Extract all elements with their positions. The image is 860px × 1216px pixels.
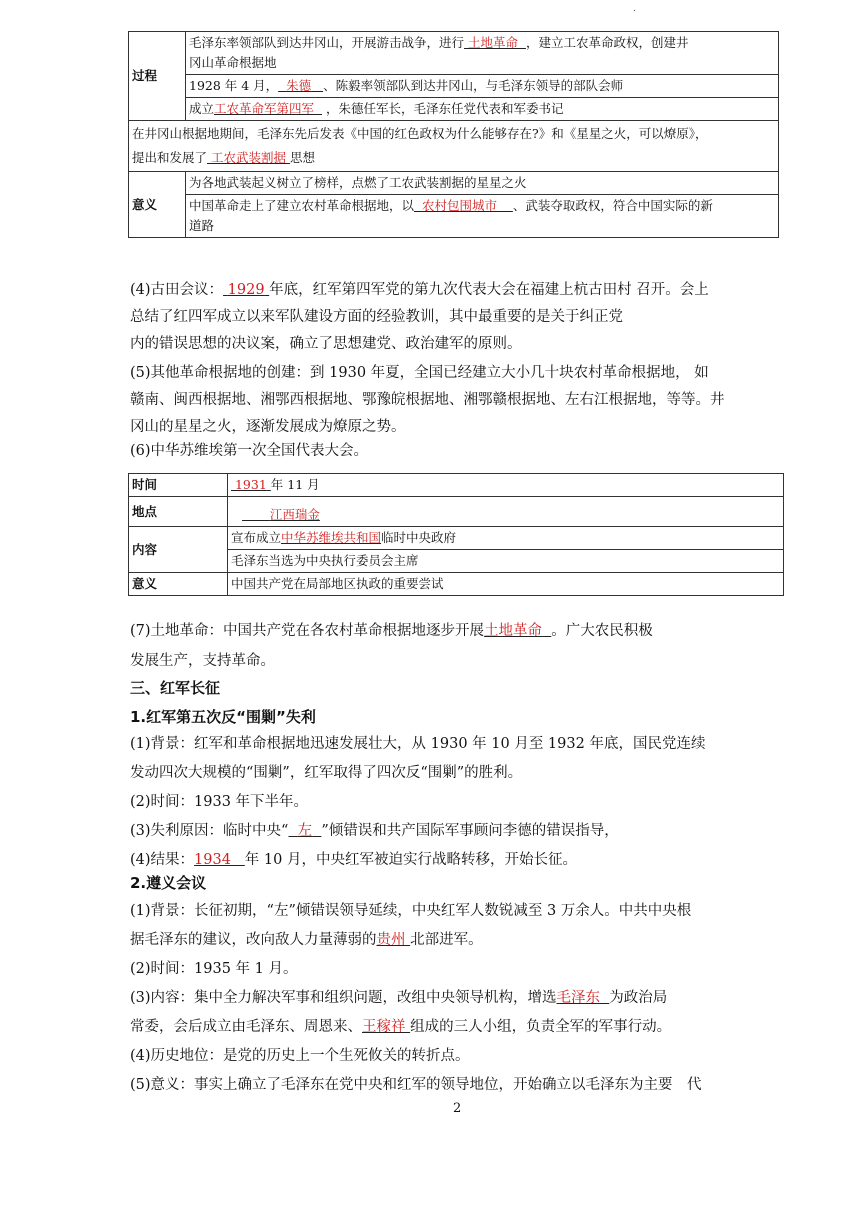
text: (1)背景：红军和革命根据地迅速发展壮大，从 1930 年 10 月至 1932 年底，国民党连续 (130, 736, 706, 752)
text: (2)时间：1935 年 1 月。 (130, 961, 298, 977)
text: (5)意义：事实上确立了毛泽东在党中央和红军的领导地位，开始确立以毛泽东为主要 代 (130, 1077, 702, 1093)
cell-text: 年 11 月 (270, 477, 320, 492)
blank-answer: 土地革命 (484, 623, 543, 639)
text: 。广大农民积极 (551, 623, 653, 639)
cell-text: 道路 (189, 218, 215, 233)
text: 组成的三人小组，负责全军的军事行动。 (410, 1019, 672, 1035)
page-number: 2 (453, 1101, 462, 1116)
table-row (129, 172, 779, 195)
table-cell (228, 474, 784, 497)
cell-text: 、陈毅率领部队到达井冈山，与毛泽东领导的部队会师 (323, 78, 624, 93)
section-heading-long-march: 三、红军长征 (130, 679, 221, 697)
jinggangshan-table (128, 31, 779, 238)
paragraph-zunyi (130, 897, 790, 1100)
blank-answer: 左 (297, 823, 313, 839)
subheading-zunyi: 2.遵义会议 (130, 874, 207, 892)
blank-answer: 贵州 (376, 932, 406, 948)
cell-text: 成立 (189, 101, 215, 116)
table-cell (228, 550, 784, 573)
text: (5)其他革命根据地的创建：到 1930 年夏，全国已经建立大小几十块农村革命根据地， 如 (130, 365, 709, 381)
time-label: 时间 (129, 474, 228, 497)
table-row (129, 550, 784, 573)
blank-answer: 中华苏维埃共和国 (281, 530, 382, 545)
table-row (129, 527, 784, 550)
text: 为政治局 (609, 990, 668, 1006)
text: 据毛泽东的建议，改向敌人力量薄弱的 (130, 932, 377, 948)
table-row (129, 474, 784, 497)
table-row (129, 497, 784, 527)
place-label: 地点 (129, 497, 228, 527)
text: (3)内容：集中全力解决军事和组织问题，改组中央领导机构，增选 (130, 990, 557, 1006)
text: (3)失利原因：临时中央“ (130, 823, 289, 839)
text: (4)历史地位：是党的历史上一个生死攸关的转折点。 (130, 1048, 470, 1064)
cell-text: 中国共产党在局部地区执政的重要尝试 (231, 576, 444, 591)
blank-answer: 1931 (234, 477, 267, 492)
text: 发展生产，支持革命。 (130, 653, 275, 669)
text: 年 10 月，中央红军被迫实行战略转移，开始长征。 (244, 852, 577, 868)
text: 发动四次大规模的“围剿”，红军取得了四次反“围剿”的胜利。 (130, 765, 523, 781)
table-cell (228, 527, 784, 550)
meaning-label: 意义 (129, 172, 186, 238)
text: 总结了红四军成立以来军队建设方面的经验教训，其中最重要的是关于纠正党 (130, 309, 623, 325)
text: (4)结果： (130, 852, 195, 868)
blank-answer: 工农革命军第四军 (214, 101, 315, 116)
paragraph-gutian (130, 277, 790, 358)
blank-answer: 1934 (194, 852, 231, 868)
text: 赣南、闽西根据地、湘鄂西根据地、鄂豫皖根据地、湘鄂赣根据地、左右江根据地，等等。井 (130, 392, 725, 408)
table-cell (186, 75, 779, 98)
text: (7)土地革命：中国共产党在各农村革命根据地逐步开展 (130, 623, 485, 639)
paragraph-bases (130, 360, 790, 441)
subheading-fifth-campaign: 1.红军第五次反“围剿”失利 (130, 708, 316, 726)
cell-text: 提出和发展了 (132, 150, 208, 165)
cell-text: 为各地武装起义树立了榜样，点燃了工农武装割据的星星之火 (189, 175, 527, 190)
cell-text: ，建立工农革命政权，创建井 (525, 35, 689, 50)
table-cell (228, 497, 784, 527)
blank-answer: 工农武装割据 (211, 150, 287, 165)
table-cell (186, 32, 779, 75)
table-cell (186, 172, 779, 195)
meaning-label: 意义 (129, 573, 228, 596)
table-row (129, 75, 779, 98)
table-cell (129, 121, 779, 172)
blank-answer: 1929 (227, 282, 265, 298)
cell-text: 冈山革命根据地 (189, 55, 277, 70)
table-row (129, 195, 779, 238)
soviet-congress-table (128, 473, 784, 596)
content-label: 内容 (129, 527, 228, 573)
cell-text: 在井冈山根据地期间，毛泽东先后发表《中国的红色政权为什么能够存在?》和《星星之火，可以燎原》， (132, 126, 708, 141)
paragraph-fifth-campaign (130, 730, 790, 875)
process-label: 过程 (129, 32, 186, 121)
blank-answer: 王稼祥 (362, 1019, 406, 1035)
table-row (129, 98, 779, 121)
cell-text: 宣布成立 (231, 530, 282, 545)
cell-text: 1928 年 4 月， (189, 78, 279, 93)
cell-text: 临时中央政府 (381, 530, 457, 545)
table-row (129, 573, 784, 596)
top-dot: . (633, 4, 636, 14)
blank-answer: 毛泽东 (556, 990, 601, 1006)
text: (2)时间：1933 年下半年。 (130, 794, 309, 810)
text: ”倾错误和共产国际军事顾问李德的错误指导， (321, 823, 619, 839)
table-cell (228, 573, 784, 596)
cell-text: 思想 (290, 150, 316, 165)
table-cell (186, 195, 779, 238)
text: 内的错误思想的决议案，确立了思想建党、政治建军的原则。 (130, 336, 522, 352)
cell-text: 毛泽东当选为中央执行委员会主席 (231, 553, 419, 568)
blank-answer: 朱德 (286, 78, 312, 93)
paragraph-soviet: (6)中华苏维埃第一次全国代表大会。 (130, 443, 369, 459)
text: (1)背景：长征初期，“左”倾错误领导延续，中央红军人数锐减至 3 万余人。中共中央根 (130, 903, 692, 919)
blank-answer: 江西瑞金 (269, 507, 320, 522)
text: 冈山的星星之火，逐渐发展成为燎原之势。 (130, 419, 406, 435)
cell-text: 、武装夺取政权，符合中国实际的新 (512, 198, 713, 213)
table-row (129, 32, 779, 75)
cell-text: ，朱德任军长，毛泽东任党代表和军委书记 (325, 101, 564, 116)
blank-answer: 土地革命 (468, 35, 519, 50)
table-cell (186, 98, 779, 121)
blank-answer: 农村包围城市 (421, 198, 497, 213)
text: 常委，会后成立由毛泽东、周恩来、 (130, 1019, 362, 1035)
text: (4)古田会议： (130, 282, 224, 298)
text: 年底，红军第四军党的第九次代表大会在福建上杭古田村 召开。会上 (269, 282, 709, 298)
cell-text: 毛泽东率领部队到达井冈山，开展游击战争，进行 (189, 35, 465, 50)
table-row (129, 121, 779, 172)
paragraph-land-revolution (130, 616, 790, 676)
cell-text: 中国革命走上了建立农村革命根据地，以 (189, 198, 415, 213)
text: 北部进军。 (410, 932, 483, 948)
